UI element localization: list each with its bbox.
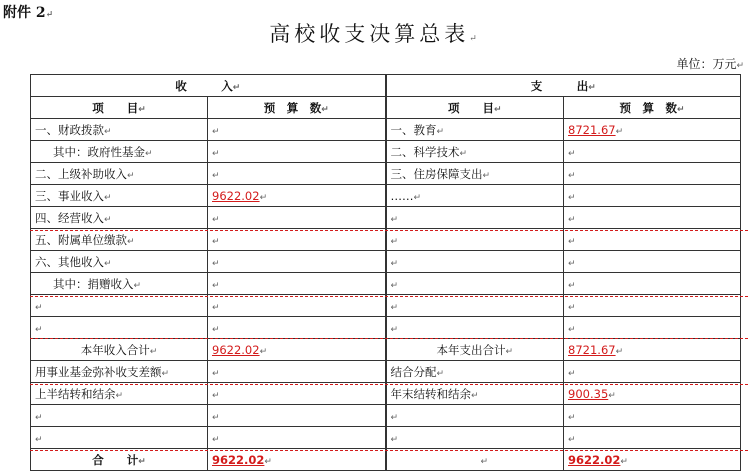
income-item-cell: ↵ — [31, 405, 208, 427]
income-item-cell: 四、经营收入↵ — [31, 207, 208, 229]
income-item-cell: ↵ — [31, 295, 208, 317]
total-expense-label-cell: ↵ — [386, 449, 564, 471]
expense-item-cell: 年末结转和结余↵ — [386, 383, 564, 405]
income-item-cell: ↵ — [31, 317, 208, 339]
column-header-row — [31, 97, 741, 119]
expense-budget-header: 预 算 数↵ — [564, 97, 741, 119]
expense-value-cell: ↵ — [564, 141, 741, 163]
expense-item-cell: ↵ — [386, 295, 564, 317]
table-row — [31, 295, 741, 317]
table-row — [31, 119, 741, 141]
table-row — [31, 163, 741, 185]
expense-item-cell: ↵ — [386, 229, 564, 251]
expense-value-cell: 8721.67↵ — [564, 339, 741, 361]
expense-item-cell: ↵ — [386, 427, 564, 449]
income-item-cell: 三、事业收入↵ — [31, 185, 208, 207]
income-item-cell: ↵ — [31, 427, 208, 449]
income-item-cell: 上半结转和结余↵ — [31, 383, 208, 405]
table-row — [31, 317, 741, 339]
income-value-cell: 9622.02↵ — [208, 185, 386, 207]
tracked-change-line — [30, 450, 748, 451]
income-value-cell: ↵ — [208, 383, 386, 405]
expense-item-cell: ↵ — [386, 405, 564, 427]
expense-item-cell: 本年支出合计↵ — [386, 339, 564, 361]
tracked-change-line — [30, 384, 748, 385]
expense-item-cell: ↵ — [386, 317, 564, 339]
total-expense-value: 9622.02↵ — [564, 449, 741, 471]
income-item-cell: 其中：政府性基金↵ — [31, 141, 208, 163]
income-value-cell: ↵ — [208, 251, 386, 273]
total-income-value: 9622.02↵ — [208, 449, 386, 471]
total-row — [31, 449, 741, 471]
expense-value-cell: ↵ — [564, 251, 741, 273]
page-title: 高校收支决算总表↵ — [269, 22, 481, 46]
expense-value-cell: ↵ — [564, 273, 741, 295]
expense-item-cell: ↵ — [386, 273, 564, 295]
table-row — [31, 229, 741, 251]
expense-item-cell: 一、教育↵ — [386, 119, 564, 141]
expense-item-cell: ……↵ — [386, 185, 564, 207]
income-value-cell: 9622.02↵ — [208, 339, 386, 361]
budget-summary-table — [30, 74, 741, 471]
income-value-cell: ↵ — [208, 273, 386, 295]
expense-value-cell: ↵ — [564, 427, 741, 449]
income-value-cell: ↵ — [208, 361, 386, 383]
expense-value-cell: ↵ — [564, 207, 741, 229]
expense-item-cell: 三、住房保障支出↵ — [386, 163, 564, 185]
table-row — [31, 405, 741, 427]
income-value-cell: ↵ — [208, 405, 386, 427]
table-row — [31, 207, 741, 229]
income-value-cell: ↵ — [208, 317, 386, 339]
income-value-cell: ↵ — [208, 163, 386, 185]
paragraph-mark-icon: ↵ — [469, 34, 481, 44]
expense-item-header: 项 目↵ — [386, 97, 564, 119]
expense-value-cell: ↵ — [564, 405, 741, 427]
table-row — [31, 273, 741, 295]
income-item-cell: 六、其他收入↵ — [31, 251, 208, 273]
expense-value-cell: ↵ — [564, 185, 741, 207]
table-row — [31, 427, 741, 449]
expense-item-cell: ↵ — [386, 251, 564, 273]
expense-value-cell: ↵ — [564, 361, 741, 383]
expense-value-cell: ↵ — [564, 163, 741, 185]
income-item-cell: 用事业基金弥补收支差额↵ — [31, 361, 208, 383]
expense-value-cell: ↵ — [564, 317, 741, 339]
income-value-cell: ↵ — [208, 119, 386, 141]
paragraph-mark-icon: ↵ — [45, 10, 54, 20]
income-item-header: 项 目↵ — [31, 97, 208, 119]
unit-label: 单位：万元↵ — [676, 57, 744, 71]
income-item-cell: 本年收入合计↵ — [31, 339, 208, 361]
attachment-label: 附件 2↵ — [3, 5, 54, 21]
income-value-cell: ↵ — [208, 427, 386, 449]
table-header-row — [31, 75, 741, 97]
income-value-cell: ↵ — [208, 207, 386, 229]
expense-value-cell: ↵ — [564, 229, 741, 251]
expense-value-cell: 900.35↵ — [564, 383, 741, 405]
income-budget-header: 预 算 数↵ — [208, 97, 386, 119]
tracked-change-line — [30, 296, 748, 297]
table-row — [31, 185, 741, 207]
tracked-change-line — [30, 338, 748, 339]
income-value-cell: ↵ — [208, 229, 386, 251]
tracked-change-line — [30, 230, 748, 231]
income-value-cell: ↵ — [208, 141, 386, 163]
paragraph-mark-icon: ↵ — [736, 61, 744, 71]
expense-item-cell: ↵ — [386, 207, 564, 229]
expense-item-cell: 二、科学技术↵ — [386, 141, 564, 163]
income-item-cell: 五、附属单位缴款↵ — [31, 229, 208, 251]
table-row — [31, 251, 741, 273]
income-item-cell: 其中：捐赠收入↵ — [31, 273, 208, 295]
expense-section-header: 支 出↵ — [386, 75, 741, 97]
table-row — [31, 361, 741, 383]
income-section-header: 收 入↵ — [31, 75, 386, 97]
income-value-cell: ↵ — [208, 295, 386, 317]
income-item-cell: 二、上级补助收入↵ — [31, 163, 208, 185]
expense-value-cell: 8721.67↵ — [564, 119, 741, 141]
expense-value-cell: ↵ — [564, 295, 741, 317]
table-row — [31, 141, 741, 163]
table-row — [31, 339, 741, 361]
total-label: 合 计↵ — [31, 449, 208, 471]
table-row — [31, 383, 741, 405]
income-item-cell: 一、财政拨款↵ — [31, 119, 208, 141]
expense-item-cell: 结合分配↵ — [386, 361, 564, 383]
